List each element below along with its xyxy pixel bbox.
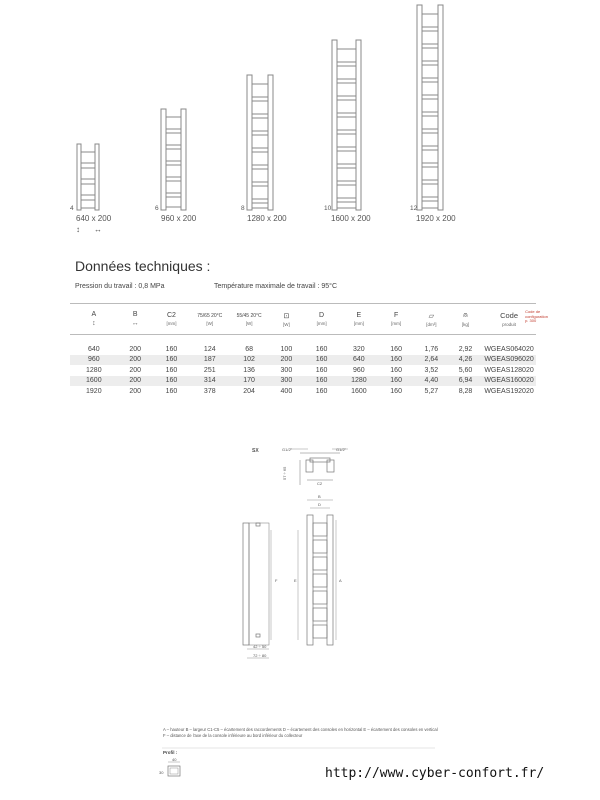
table-cell: 100 <box>269 335 304 355</box>
height-icon: ↕ <box>76 225 80 234</box>
g12-right-label: G1/2" <box>336 447 347 452</box>
table-cell: 400 <box>269 386 304 397</box>
ladder-4 <box>77 144 99 210</box>
ladder-size-6: 960 x 200 <box>161 214 197 223</box>
table-cell: 170 <box>229 376 268 387</box>
ladder-size-8: 1280 x 200 <box>247 214 287 223</box>
table-cell: 251 <box>190 365 229 376</box>
dim-42-50: 42 ÷ 50 <box>253 644 267 649</box>
profil-width: 40 <box>172 757 177 762</box>
f-label: F <box>275 578 278 583</box>
table-cell: 200 <box>118 386 153 397</box>
table-cell: 68 <box>229 335 268 355</box>
table-cell: WGEAS192020 <box>482 386 536 397</box>
table-cell: 200 <box>118 335 153 355</box>
table-cell: 640 <box>339 355 378 366</box>
table-cell: 187 <box>190 355 229 366</box>
tech-table <box>70 303 548 397</box>
table-cell: 160 <box>153 355 190 366</box>
e-label: E <box>294 578 297 583</box>
table-cell: 1,76 <box>414 335 449 355</box>
table-cell: WGEAS064020 <box>482 335 536 355</box>
table-row <box>70 355 536 366</box>
table-cell: 160 <box>379 386 414 397</box>
table-cell: 640 <box>70 335 118 355</box>
table-cell: 200 <box>118 376 153 387</box>
table-cell: 1280 <box>339 376 378 387</box>
table-cell: 314 <box>190 376 229 387</box>
table-cell: 160 <box>304 355 339 366</box>
table-cell: 2,92 <box>449 335 482 355</box>
ladder-count-4: 4 <box>70 205 74 212</box>
col-header-a: A ↕ <box>70 304 118 335</box>
ladder-size-12: 1920 x 200 <box>416 214 456 223</box>
table-cell: 200 <box>269 355 304 366</box>
ladder-12 <box>417 5 443 210</box>
table-row <box>70 365 536 376</box>
table-cell: 160 <box>379 355 414 366</box>
table-cell: 2,64 <box>414 355 449 366</box>
table-cell: 300 <box>269 365 304 376</box>
config-badge: Code de configuration p. 300 <box>525 309 548 323</box>
table-cell: 160 <box>304 376 339 387</box>
table-cell: 102 <box>229 355 268 366</box>
col-header-d: D [mm] <box>304 304 339 335</box>
ladder-8 <box>247 75 273 210</box>
table-cell: 160 <box>153 335 190 355</box>
ladder-illustrations <box>0 0 600 240</box>
profil-label: Profil : <box>163 750 178 755</box>
table-cell: 5,27 <box>414 386 449 397</box>
section-title: Données techniques : <box>75 258 211 274</box>
table-cell: 8,28 <box>449 386 482 397</box>
ladder-size-10: 1600 x 200 <box>331 214 371 223</box>
ladder-size-4: 640 x 200 <box>76 214 112 223</box>
profile-section <box>168 762 180 776</box>
tech-table-body <box>70 335 536 397</box>
table-cell: 5,60 <box>449 365 482 376</box>
table-row <box>70 376 536 387</box>
table-cell: 160 <box>304 335 339 355</box>
table-cell: 1600 <box>339 386 378 397</box>
table-cell: WGEAS128020 <box>482 365 536 376</box>
table-cell: 960 <box>70 355 118 366</box>
bracket-depth-label: 57 ÷ 65 <box>282 466 287 480</box>
table-cell: 160 <box>379 376 414 387</box>
table-cell: 4,26 <box>449 355 482 366</box>
col-header-power-55: 55/45 20°C [W] <box>229 304 268 335</box>
table-cell: 320 <box>339 335 378 355</box>
ladder-count-8: 8 <box>241 205 245 212</box>
col-header-e: E [mm] <box>339 304 378 335</box>
working-pressure: Pression du travail : 0,8 MPa <box>75 283 165 290</box>
table-cell: 6,94 <box>449 376 482 387</box>
table-cell: 1920 <box>70 386 118 397</box>
max-temperature: Température maximale de travail : 95°C <box>214 283 338 290</box>
col-header-element-power: ⊡ [W] <box>269 304 304 335</box>
a-label: A <box>339 578 342 583</box>
ladder-count-10: 10 <box>324 205 332 212</box>
table-cell: 300 <box>269 376 304 387</box>
table-cell: 378 <box>190 386 229 397</box>
table-cell: 160 <box>379 365 414 376</box>
col-header-volume: ▱ [dm³] <box>414 304 449 335</box>
col-header-c2: C2 [mm] <box>153 304 190 335</box>
col-header-b: B ↔ <box>118 304 153 335</box>
sx-label: SX <box>252 448 259 454</box>
col-header-power-75: 75/65 20°C [W] <box>190 304 229 335</box>
table-cell: 160 <box>304 386 339 397</box>
col-header-code: Code produit Code de configuration p. 300 <box>482 304 536 335</box>
top-view <box>290 449 348 485</box>
table-cell: 200 <box>118 365 153 376</box>
g12-left-label: G1/2" <box>282 447 293 452</box>
ladder-6 <box>161 109 186 210</box>
front-view <box>298 500 336 645</box>
dim-72-80: 72 ÷ 80 <box>253 653 267 658</box>
ladder-10 <box>332 40 361 210</box>
table-cell: 160 <box>304 365 339 376</box>
table-cell: 1600 <box>70 376 118 387</box>
table-cell: WGEAS096020 <box>482 355 536 366</box>
table-cell: WGEAS160020 <box>482 376 536 387</box>
width-icon: ↔ <box>94 225 102 234</box>
b-label: B <box>318 494 321 499</box>
table-cell: 204 <box>229 386 268 397</box>
profil-height: 30 <box>159 770 164 775</box>
table-row <box>70 335 536 355</box>
col-header-f: F [mm] <box>379 304 414 335</box>
d-label: D <box>318 502 321 507</box>
table-cell: 4,40 <box>414 376 449 387</box>
side-view <box>243 523 271 658</box>
table-cell: 124 <box>190 335 229 355</box>
table-cell: 136 <box>229 365 268 376</box>
table-cell: 960 <box>339 365 378 376</box>
table-cell: 160 <box>379 335 414 355</box>
dimension-legend: A – hauteur B – largeur C1-C5 – écartement des raccordements D – écartement des consoles en horizontal E – écartement des consoles en vertical F – distance de l'axe de la console inférieure au bord inférieur du collecteur <box>163 727 438 738</box>
c2-label: C2 <box>317 481 323 486</box>
table-cell: 1280 <box>70 365 118 376</box>
table-cell: 160 <box>153 386 190 397</box>
table-cell: 160 <box>153 365 190 376</box>
table-cell: 200 <box>118 355 153 366</box>
col-header-weight: ⍝ [kg] <box>449 304 482 335</box>
ladder-count-6: 6 <box>155 205 159 212</box>
table-cell: 3,52 <box>414 365 449 376</box>
table-cell: 160 <box>153 376 190 387</box>
table-row <box>70 386 536 397</box>
ladder-count-12: 12 <box>410 205 418 212</box>
tech-table-header <box>70 304 536 335</box>
footer-url[interactable]: http://www.cyber-confort.fr/ <box>325 766 545 781</box>
